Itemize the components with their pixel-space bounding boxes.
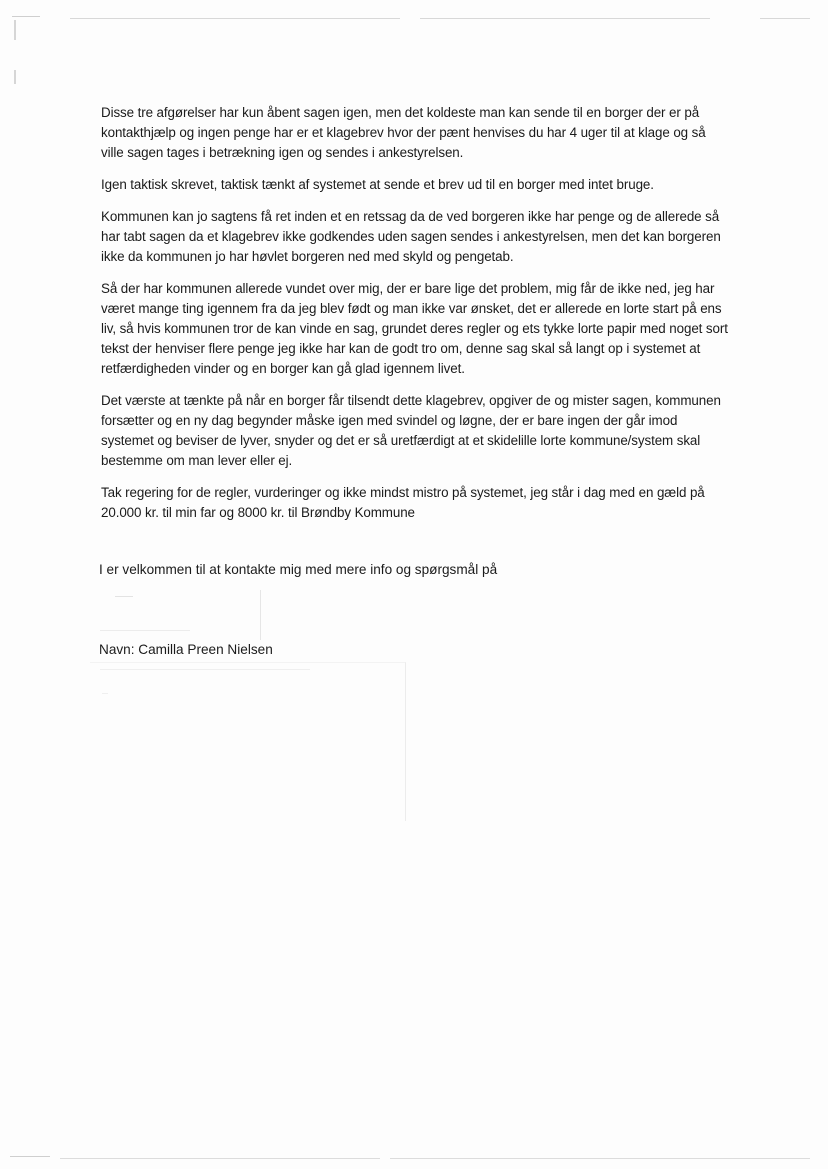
scan-artifact-bottom (0, 1150, 828, 1164)
scan-artifact-left (14, 20, 16, 40)
scan-artifact-top (0, 10, 828, 24)
paragraph-3: Kommunen kan jo sagtens få ret inden et en retssag da de ved borgeren ikke har penge og de allerede så har tabt sagen da et klagebrev ikke godkendes uden sagen sendes i ankestyrelsen, men det kan borgeren ikke da kommunen jo har høvlet borgeren ned med skyld og pengetab. (101, 209, 721, 264)
paragraph-4: Så der har kommunen allerede vundet over mig, der er bare lige det problem, mig får de ikke ned, jeg har været mange ting igennem fra da jeg blev født og man ikke var ønsket, det er allerede en lorte start på ens liv, så hvis kommunen tror de kan vinde en sag, grundet deres regler og ets tykke lorte papir med noget sort tekst der henviser flere penge jeg ikke har kan de godt tro om, denne sag skal så langt op i systemet at retfærdigheden vinder og en borger kan gå glad igennem livet. (101, 281, 728, 376)
paragraph-2: Igen taktisk skrevet, taktisk tænkt af systemet at sende et brev ud til en borger med intet bruge. (101, 177, 654, 192)
redacted-area (70, 590, 261, 640)
redacted-area (90, 662, 406, 821)
paragraph-5: Det værste at tænkte på når en borger får tilsendt dette klagebrev, opgiver de og mister sagen, kommunen forsætter og en ny dag begynder måske igen med svindel og løgne, der er bare ingen der går imod systemet og beviser de lyver, snyder og det er så uretfærdigt at et skidelille lorte kommune/system skal bestemme om man lever eller ej. (101, 393, 721, 468)
signature-name: Navn: Camilla Preen Nielsen (99, 642, 273, 657)
paragraph-1: Disse tre afgørelser har kun åbent sagen igen, men det koldeste man kan sende til en borger der er på kontakthjælp og ingen penge har er et klagebrev hvor der pænt henvises du har 4 uger til at klage og så ville sagen tages i betrækning igen og sendes i ankestyrelsen. (101, 105, 706, 160)
letter-body (101, 103, 729, 535)
paragraph-6: Tak regering for de regler, vurderinger og ikke mindst mistro på systemet, jeg står i dag med en gæld på 20.000 kr. til min far og 8000 kr. til Brøndby Kommune (101, 485, 705, 520)
contact-line: I er velkommen til at kontakte mig med mere info og spørgsmål på (99, 562, 498, 577)
scan-artifact-left (14, 70, 16, 84)
